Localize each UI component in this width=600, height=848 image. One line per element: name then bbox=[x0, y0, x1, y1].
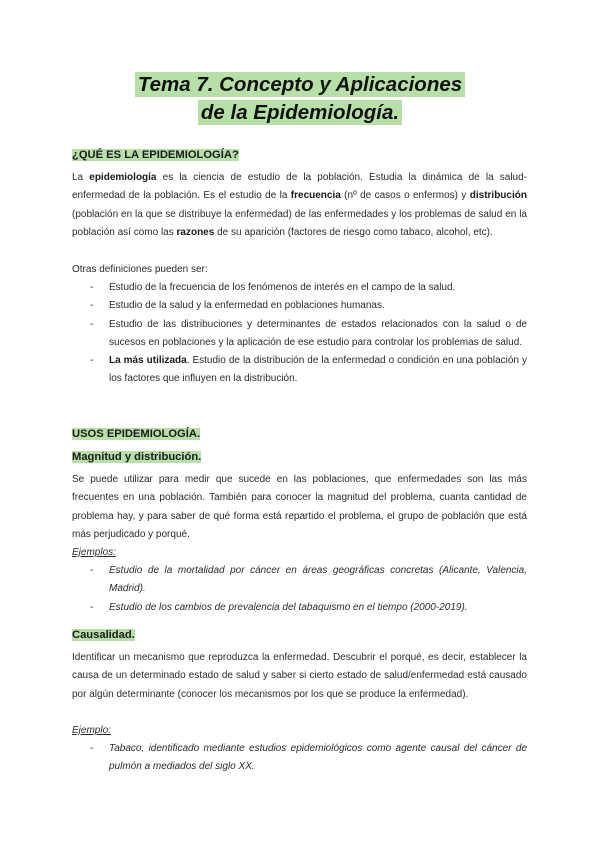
subheading-causalidad: Causalidad. bbox=[72, 629, 135, 641]
page-title bbox=[0, 72, 600, 128]
causalidad-examples-list bbox=[72, 740, 527, 777]
magnitud-examples-list bbox=[72, 562, 527, 617]
intro-paragraph: La epidemiología es la ciencia de estudio de la población. Estudia la dinámica de la salud-enfermedad de la población. Es el estudio de la frecuencia (nº de casos o enfermos) y distribución (población en la que se distribuye la enfermedad) de las enfermedades y los problemas de salud en la población así como las razones de su aparición (factores de riesgo como tabaco, alcohol, etc). bbox=[72, 172, 527, 238]
section-heading-uses: USOS EPIDEMIOLOGÍA. bbox=[72, 428, 201, 440]
title-line-1: Tema 7. Concepto y Aplicaciones bbox=[135, 72, 465, 97]
example-label: Ejemplo: bbox=[72, 725, 111, 736]
list-item: - Estudio de los cambios de prevalencia del tabaquismo en el tiempo (2000-2019). bbox=[90, 601, 468, 613]
list-item: - Estudio de la mortalidad por cáncer en áreas geográficas concretas (Alicante, Valencia, Madrid). bbox=[90, 565, 527, 595]
causalidad-paragraph: Identificar un mecanismo que reproduzca la enfermedad. Descubrir el porqué, es decir, establecer la causa de un determinado estado de salud y saber si cierto estado de salud/enfermedad está causado por algún determinante (conocer los mecanismos por los que se produce la enfermedad). bbox=[72, 652, 527, 700]
definitions-list bbox=[72, 279, 527, 389]
section-heading-what-is: ¿QUÉ ES LA EPIDEMIOLOGÍA? bbox=[72, 149, 239, 161]
list-item: - La más utilizada. Estudio de la distribución de la enfermedad o condición en una población y los factores que influyen en la distribución. bbox=[90, 355, 527, 385]
other-definitions-label: Otras definiciones pueden ser: bbox=[72, 264, 208, 275]
title-line-2: de la Epidemiología. bbox=[198, 100, 402, 125]
magnitud-paragraph: Se puede utilizar para medir que sucede en las poblaciones, que enfermedades son las más frecuentes en una población. También para conocer la magnitud del problema, cuanta cantidad de problema hay, y para saber de qué forma está repartido el problema, el grupo de población que está más perjudicado y porqué. bbox=[72, 474, 527, 540]
list-item: - Estudio de las distribuciones y determinantes de estados relacionados con la salud o de sucesos en poblaciones y la aplicación de ese estudio para controlar los problemas de salud. bbox=[90, 318, 527, 348]
list-item: - Estudio de la salud y la enfermedad en poblaciones humanas. bbox=[90, 300, 385, 312]
list-item: - Estudio de la frecuencia de los fenómenos de interés en el campo de la salud. bbox=[90, 282, 456, 293]
subheading-magnitud: Magnitud y distribución. bbox=[72, 451, 202, 463]
examples-label: Ejemplos: bbox=[72, 547, 116, 558]
list-item: - Tabaco, identificado mediante estudios epidemiológicos como agente causal del cáncer de pulmón a mediados del siglo XX. bbox=[90, 743, 527, 773]
